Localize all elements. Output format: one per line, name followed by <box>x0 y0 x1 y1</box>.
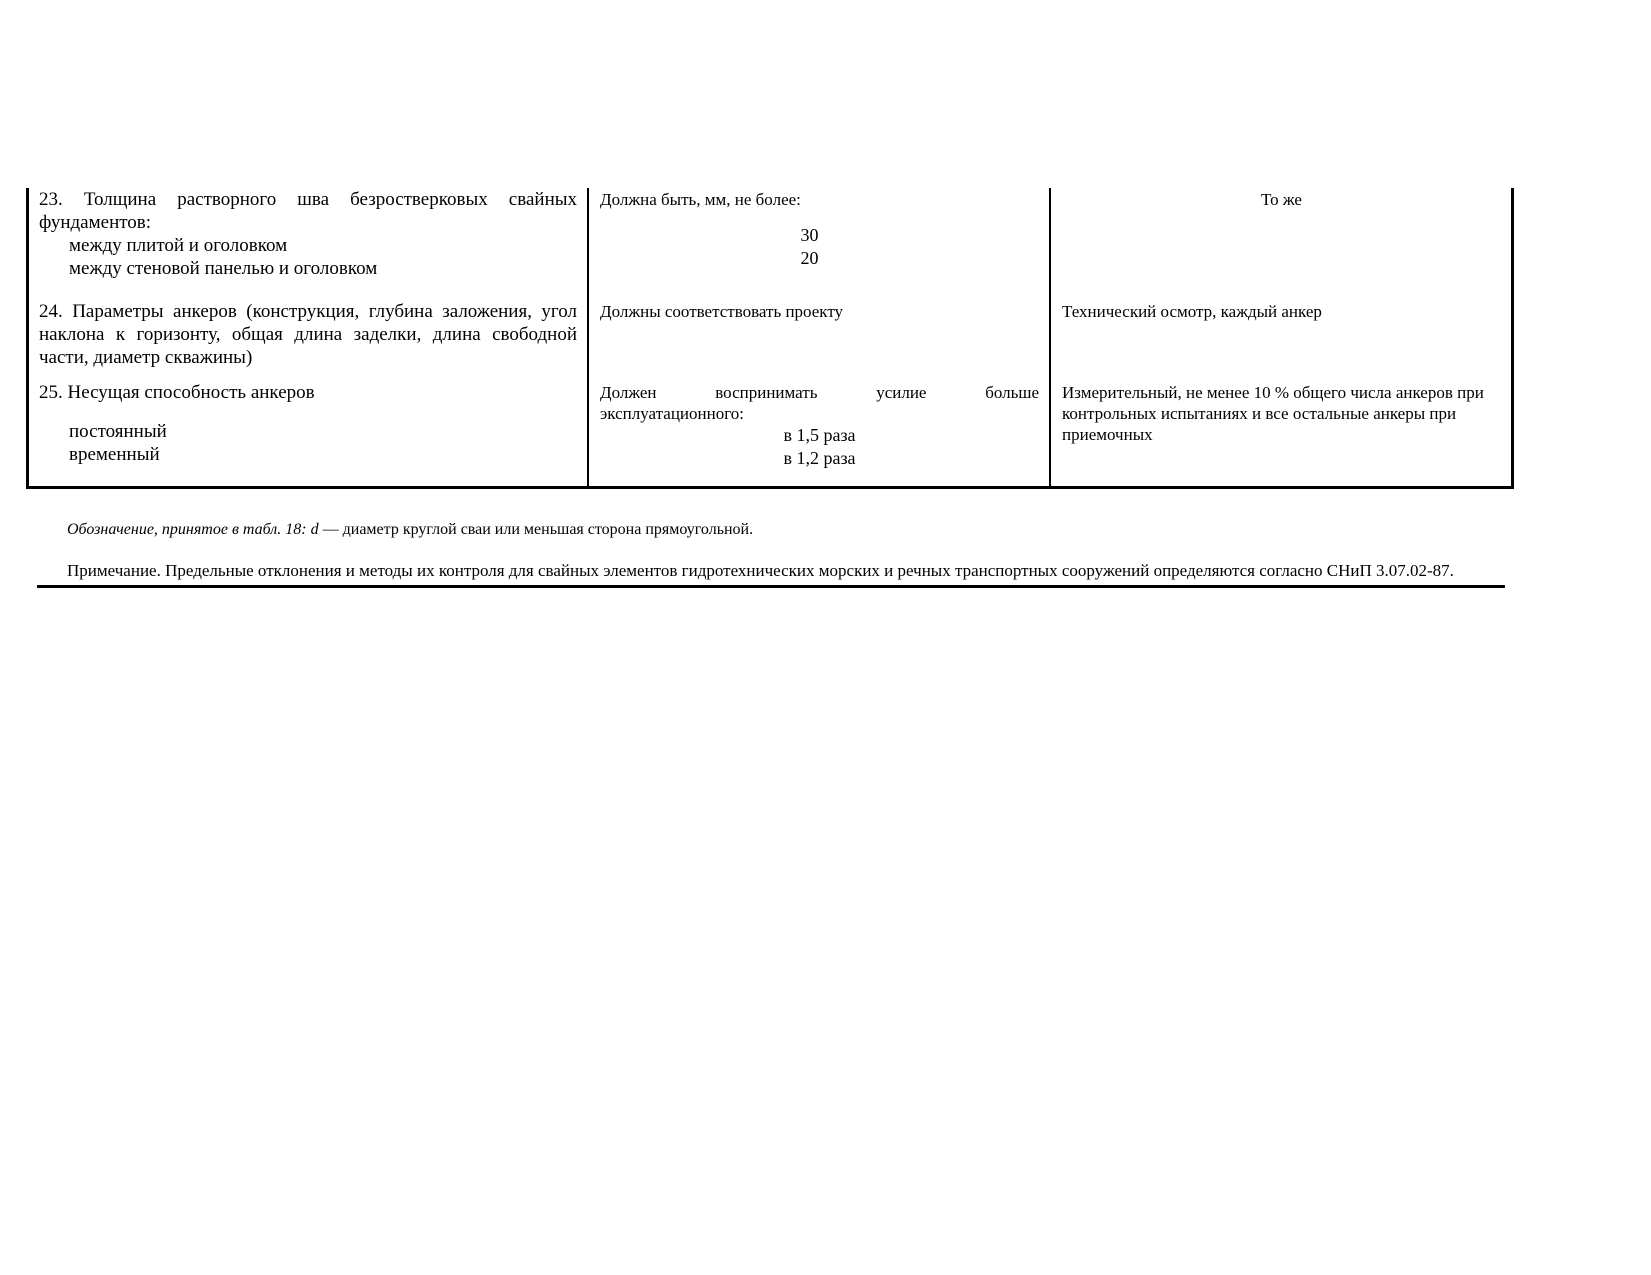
parameter-title: 23. Толщина растворного шва безростверковых свайных фундаментов: <box>39 189 577 233</box>
parameter-sub-item: между плитой и оголовком <box>69 235 288 256</box>
requirement-value: 20 <box>800 248 819 268</box>
requirement-value: в 1,2 раза <box>783 448 856 468</box>
remark-note: Примечание. Предельные отклонения и методы их контроля для свайных элементов гидротехнических морских и речных транспортных сооружений определяются согласно СНиП 3.07.02-87. <box>67 561 1454 580</box>
bottom-rule <box>37 585 1505 588</box>
parameter-sub-item: между стеновой панелью и оголовком <box>69 258 378 279</box>
parameter-sub-item: постоянный <box>69 421 167 442</box>
parameter-title: 25. Несущая способность анкеров <box>39 382 315 403</box>
requirement-value: 30 <box>800 225 819 245</box>
designation-note <box>37 520 1505 540</box>
requirement-text: Должны соответствовать проекту <box>600 302 844 321</box>
parameter-title: 24. Параметры анкеров (конструкция, глубина заложения, угол наклона к горизонту, общая длина заделки, длина свободной части, диаметр скважины) <box>39 301 577 368</box>
requirement-text: Должна быть, мм, не более: <box>600 190 801 209</box>
table-row <box>28 188 1513 300</box>
control-method-text: Технический осмотр, каждый анкер <box>1062 302 1322 321</box>
requirement-text: эксплуатационного: <box>600 404 744 423</box>
control-cell <box>1050 188 1513 300</box>
requirement-value: в 1,5 раза <box>783 425 856 445</box>
table-row <box>28 381 1513 488</box>
requirement-cell <box>588 300 1050 381</box>
tolerance-table <box>26 188 1514 489</box>
parameter-cell <box>28 381 589 488</box>
parameter-cell <box>28 188 589 300</box>
control-cell <box>1050 300 1513 381</box>
control-cell <box>1050 381 1513 488</box>
designation-rest: — диаметр круглой сваи или меньшая сторона прямоугольной. <box>318 521 754 538</box>
designation-italic: Обозначение, принятое в табл. 18: d <box>67 521 319 538</box>
parameter-sub-item: временный <box>69 444 160 465</box>
control-method-text: То же <box>1261 190 1302 209</box>
table-notes <box>37 520 1505 588</box>
requirement-text: Должен воспринимать усилие больше <box>600 383 1039 402</box>
requirement-cell <box>588 188 1050 300</box>
table-row <box>28 300 1513 381</box>
requirement-cell <box>588 381 1050 488</box>
parameter-cell <box>28 300 589 381</box>
control-method-text: Измерительный, не менее 10 % общего числа анкеров при контрольных испытаниях и все остальные анкеры при приемочных <box>1062 383 1484 444</box>
